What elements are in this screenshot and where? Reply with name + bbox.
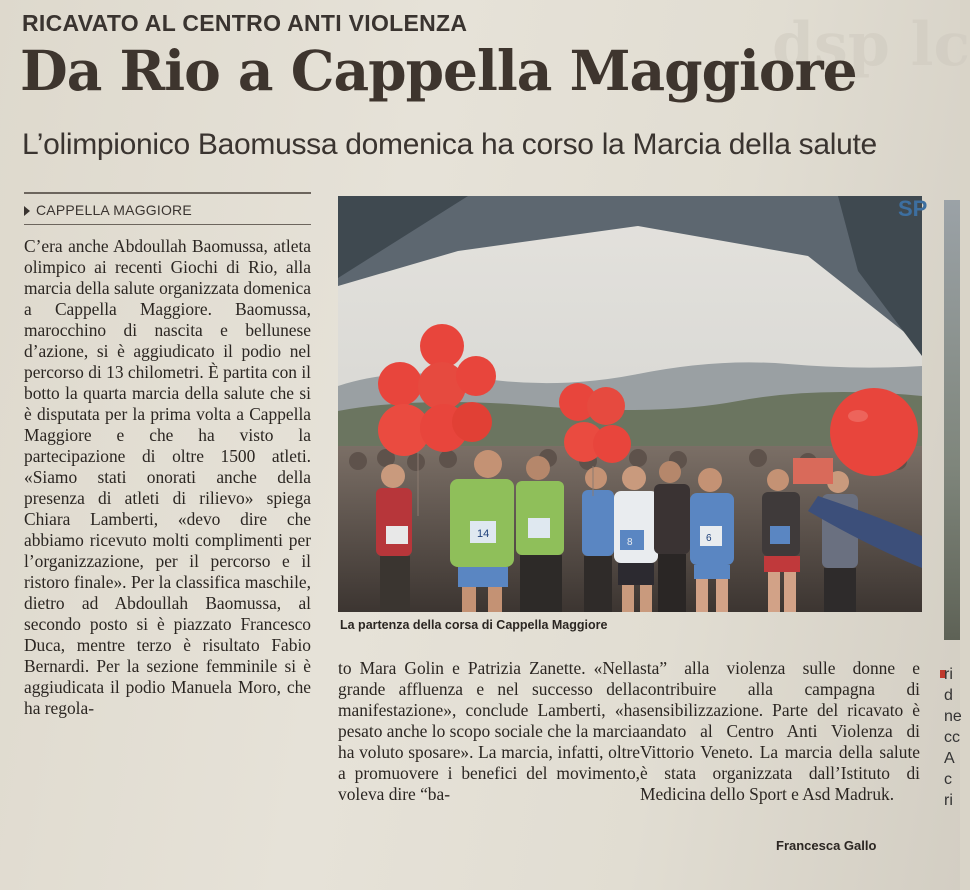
section-label-text: CAPPELLA MAGGIORE [36,202,192,218]
bib-number: 8 [627,537,633,548]
bib-number: 14 [477,528,490,540]
bleed-through-text: dsp lc [772,10,970,80]
body-column-2: to Mara Golin e Patrizia Zanette. «Nella grande affluenza e nel successo della manifestazione», conclude Lamberti, «ha pesato anche lo scopo sociale che la marcia ha voluto sposare». La marcia, infatti, oltre a promuovere i benefici del movimento, voleva dire “ba- [338,658,640,804]
author-byline: Francesca Gallo [776,838,877,853]
adjacent-article-photo [944,200,960,640]
article-title: Da Rio a Cappella Maggiore [20,38,857,103]
red-sign [793,458,833,484]
svg-text:SP: SP [898,196,928,221]
section-rule-bottom [24,224,311,225]
body-column-1: C’era anche Abdoullah Baomussa, atleta olimpico ai recenti Giochi di Rio, alla marcia della salute organizzata domenica a Cappella Maggiore. Baomussa, marocchino di nascita e bellunese d’azione, si è aggiudicato il podio nel percorso di 13 chilometri. È partita con il botto la quarta marcia della salute che si è disputata per la prima volta a Cappella Maggiore e che ha visto la partecipazione di oltre 1500 atleti. «Siamo stati onorati anche della presenza di atleti di rilievo» spiega Chiara Lamberti, «devo dire che abbiamo ricevuto molti complimenti per l’organizzazione, per il percorso e il ristoro finale». Per la classifica maschile, dietro ad Abdoullah Baomussa, al secondo posto si è piazzato Francesco Duca, mentre terzo è risultato Fabio Bernardi. Per la sezione femminile si è aggiudicata il podio Manuela Moro, che ha regola- [24,236,311,718]
section-rule-top [24,192,311,194]
article-subtitle: L’olimpionico Baomussa domenica ha corso la Marcia della salute [22,128,877,161]
race-start-photo [338,196,928,612]
balloon-single-right [830,388,918,476]
photo-caption: La partenza della corsa di Cappella Maggiore [340,618,608,632]
triangle-marker-icon [24,206,30,216]
adjacent-article-text: ri d ne cc A c ri [944,666,962,809]
body-column-3: sta” alla violenza sulle donne e contribuire alla campagna di sensibilizzazione. Parte del ricavato è andato al Centro Anti Violenza di Vittorio Veneto. La marcia della salute è stata organizzata dall’Istituto di Medicina dello Sport e Asd Madruk. [640,658,920,804]
article-kicker: RICAVATO AL CENTRO ANTI VIOLENZA [22,10,468,36]
bib-number: 6 [706,533,712,544]
section-label [24,202,192,218]
race-photo-illustration [338,196,928,612]
